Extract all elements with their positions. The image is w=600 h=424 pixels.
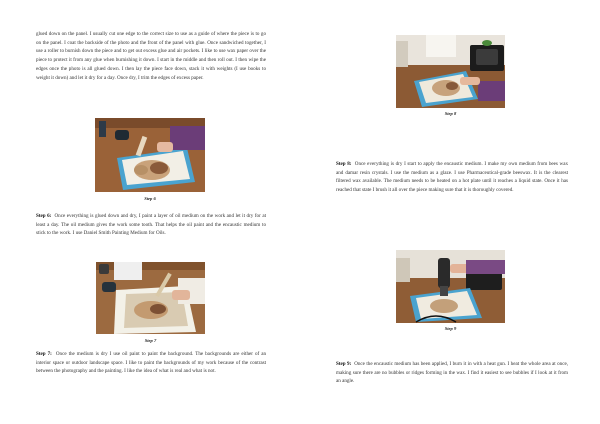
step8-photo xyxy=(396,35,505,108)
step9-photo xyxy=(396,250,505,323)
step6-photo xyxy=(95,118,205,192)
step7-text: Once the medium is dry I use oil paint to paint the background. The backgrounds are either of an interior space or outdoor landscape space. I like to paint the backgrounds of my work because of the contrast between the photography and the painting. I like the idea of what is real and what is not. xyxy=(36,351,266,375)
step8-text: Once everything is dry I start to apply the encaustic medium. I make my own medium from bees wax and damar resin crystals. I use the medium as a glaze. I use Pharmaceutical-grade beeswax. It is the clearest filtered wax available. The medium needs to be heated on a hot plate until it reaches a liquid state. Once it has reached that state I brush it all over the piece making sure that it is thoroughly covered. xyxy=(336,161,569,194)
step9-label: Step 9: xyxy=(336,361,352,367)
step9-paragraph xyxy=(336,360,568,386)
step8-paragraph xyxy=(336,160,568,195)
step7-caption: Step 7 xyxy=(144,338,157,343)
step6-paragraph xyxy=(36,212,266,238)
step7-label: Step 7: xyxy=(36,351,52,357)
step9-text: Once the encaustic medium has been applied, I burn it in with a heat gun. I heat the whole area at once, making sure there are no bubbles or ridges forming in the wax. I find it easiest to see bubbles if I look at it from an angle. xyxy=(336,361,569,385)
step6-caption: Step 6 xyxy=(144,196,156,201)
step9-caption: Step 9 xyxy=(444,326,457,331)
step6-text: Once everything is glued down and dry, I paint a layer of oil medium on the work and let it dry for at least a day. The oil medium gives the work some tooth. That helps the oil paint and the encaustic medium to stick to the work. I use Daniel Smith Painting Medium for Oils. xyxy=(36,213,267,237)
right-page xyxy=(300,0,600,424)
step6-label: Step 6: xyxy=(36,213,52,219)
step8-label: Step 8: xyxy=(336,161,352,167)
step7-photo xyxy=(96,262,205,334)
intro-paragraph xyxy=(36,30,266,82)
intro-text: glued down on the panel. I usually cut one edge to the correct size to use as a guide of where the piece is to go on the panel. I coat the backside of the photo and the front of the panel with glue. Once sandwiched together, I use a roller to burnish down the piece and to get out excess glue and air pockets. I like to use wax paper over the piece to protect it from any glue when burnishing it down. I start in the middle and then roll out. I then wipe the edges once the photo is all glued down. I then lay the piece face down, stack it with weights (I use books to weight it down) and let it dry for a day. Once dry, I trim the edges of excess paper. xyxy=(36,31,266,81)
step7-paragraph xyxy=(36,350,266,376)
step8-caption: Step 8 xyxy=(444,111,457,116)
